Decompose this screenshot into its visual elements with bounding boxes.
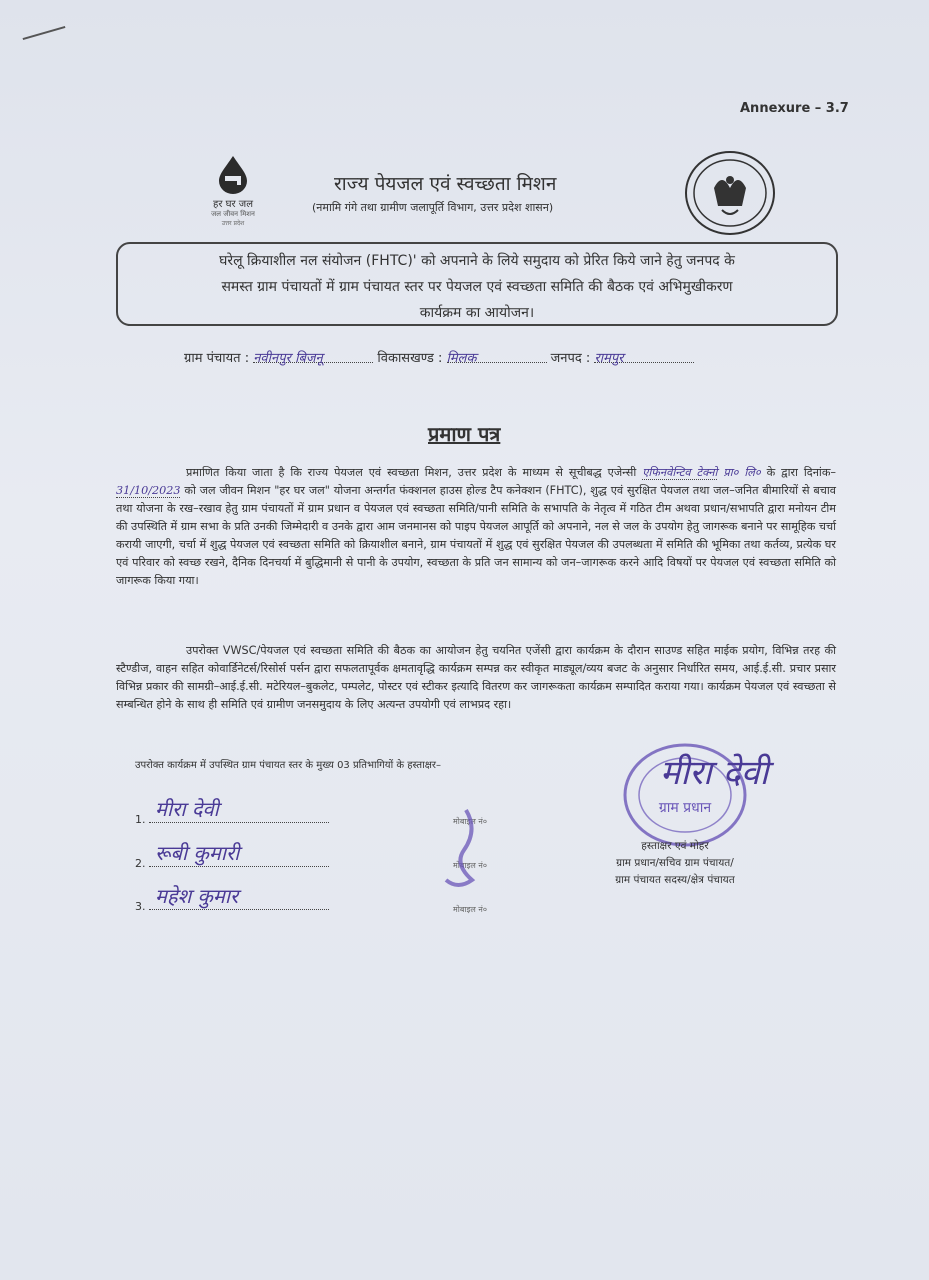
participant-number: 2. [135, 857, 146, 870]
signatory-line: हस्ताक्षर एवं मोहर [641, 840, 709, 852]
vikaskhand-label: विकासखण्ड : [377, 351, 443, 366]
annexure-label: Annexure – 3.7 [740, 101, 849, 116]
pra-li-handwritten: प्रा० लि० [723, 466, 761, 479]
para1-part2: के द्वारा दिनांक– [766, 466, 837, 479]
agency-name-handwritten: एफिनवेन्टिव टेक्नो [642, 466, 718, 479]
location-fields [184, 348, 694, 366]
stamp-line: मोबाइल नं० [453, 817, 487, 826]
participant-signature-text: महेश कुमार [155, 884, 239, 908]
participant-number: 1. [135, 813, 146, 826]
subject-line-1: घरेलू क्रियाशील नल संयोजन (FHTC)' को अपनाने के लिये समुदाय को प्रेरित किये जाने हेतु जनपद के [219, 253, 735, 269]
round-stamp-text: ग्राम प्रधान [658, 800, 712, 816]
certificate-heading: प्रमाण पत्र [428, 422, 501, 446]
participant-signature-3 [135, 884, 335, 913]
org-subtitle: (नमामि गंगे तथा ग्रामीण जलापूर्ति विभाग, उत्तर प्रदेश शासन) [312, 201, 554, 214]
stamp-line: मोबाइल नं० [453, 861, 487, 870]
signatory-line: ग्राम पंचायत सदस्य/क्षेत्र पंचायत [615, 874, 735, 886]
logo-line-2: जल जीवन मिशन [211, 210, 255, 218]
certificate-paragraph-1 [116, 464, 836, 590]
har-ghar-jal-logo [200, 154, 266, 227]
participant-signature-text: मीरा देवी [155, 797, 219, 821]
participants-note: उपरोक्त कार्यक्रम में उपस्थित ग्राम पंचायत स्तर के मुख्य 03 प्रतिभागियों के हस्ताक्षर– [135, 760, 441, 771]
water-drop-icon [213, 154, 253, 194]
participant-number: 3. [135, 900, 146, 913]
org-title: राज्य पेयजल एवं स्वच्छता मिशन [334, 173, 557, 195]
date-handwritten: 31/10/2023 [116, 484, 181, 497]
para1-part1: प्रमाणित किया जाता है कि राज्य पेयजल एवं स्वच्छता मिशन, उत्तर प्रदेश के माध्यम से सूचीबद्ध एजेन्सी [186, 466, 637, 479]
logo-line-3: उत्तर प्रदेश [221, 220, 245, 227]
stamp-line: मोबाइल नं० [453, 905, 487, 914]
gram-panchayat-label: ग्राम पंचायत : [184, 351, 250, 366]
participant-signature-2 [135, 841, 335, 870]
logo-line-1: हर घर जल [213, 199, 253, 210]
signatory-designation [560, 838, 790, 889]
certificate-paragraph-2: उपरोक्त VWSC/पेयजल एवं स्वच्छता समिति की बैठक का आयोजन हेतु चयनित एजेंसी द्वारा कार्यक्रम के दौरान साउण्ड सहित माईक प्रयोग, विभिन्न तरह की स्टैण्डीज, वाहन सहित कोवार्डिनेटर्स/रिसोर्स पर्सन द्वारा सफलतापूर्वक क्षमतावृद्धि कार्यक्रम सम्पन्न कर स्वीकृत माड्यूल/व्यय बजट के अनुसार निर्धारित समय, आई.ई.सी. प्रचार प्रसार विभिन्न प्रकार की सामग्री–आई.ई.सी. मटेरियल–बुकलेट, पम्पलेट, पोस्टर एवं स्टीकर इत्यादि वितरण कर जागरूकता कार्यक्रम सम्पादित कराया गया। कार्यक्रम पेयजल एवं स्वच्छता से सम्बन्धित होने के साथ ही समिति एवं ग्रामीण जनसमुदाय के लिए अत्यन्त उपयोगी एवं लाभप्रद रहा। [116, 644, 836, 711]
purple-scribble-icon [436, 806, 486, 896]
up-emblem-icon [684, 150, 776, 240]
pradhan-signature: मीरा देवी [660, 753, 769, 793]
participant-signature-1 [135, 797, 335, 826]
participant-signature-text: रूबी कुमारी [155, 841, 240, 865]
janpad-value: रामपुर [594, 348, 694, 363]
subject-line-3: कार्यक्रम का आयोजन। [419, 305, 535, 321]
subject-line-2: समस्त ग्राम पंचायतों में ग्राम पंचायत स्तर पर पेयजल एवं स्वच्छता समिति की बैठक एवं अभिमुखीकरण [221, 279, 733, 295]
signatory-line: ग्राम प्रधान/सचिव ग्राम पंचायत/ [616, 857, 734, 869]
subject-box [116, 242, 838, 326]
para1-part3: को जल जीवन मिशन "हर घर जल" योजना अन्तर्गत फंक्शनल हाउस होल्ड टैप कनेक्शन (FHTC), शुद्ध एवं सुरक्षित पेयजल तथा जल–जनित बीमारियों से बचाव तथा योजना के रख–रखाव हेतु ग्राम पंचायतों में ग्राम प्रधान व पेयजल एवं स्वच्छता समिति/पानी समिति के सभापति के नेतृत्व में गठित टीम अथवा प्रधान/सभापति द्वारा मनोयन टीम की उपस्थिति में ग्राम सभा के प्रति उनकी जिम्मेदारी व उनके द्वारा आम जनमानस को पाइप पेयजल आपूर्ति को अपनाने, नल से जल के उपयोग हेतु जागरूक बनाने पर सामूहिक चर्चा करायी जाएगी, चर्चा में शुद्ध पेयजल एवं स्वच्छता समिति को क्रियाशील बनाने, ग्राम पंचायतों में शुद्ध एवं सुरक्षित पेयजल की उपलब्धता में समिति की भूमिका तथा कर्तव्य, प्रत्येक घर एवं परिवार को स्वच्छ रखने, दैनिक दिनचर्या में बुद्धिमानी से पानी के उपयोग, स्वच्छता के प्रति जन सामान्य को जन–जागरूक करने आदि विषयों पर पेयजल एवं स्वच्छता समिति को जागरूक किया गया। [116, 484, 836, 587]
gram-panchayat-value: नवीनपुर बिजनू [253, 348, 373, 363]
vikaskhand-value: मिलक [447, 348, 547, 363]
pen-mark [23, 26, 66, 40]
janpad-label: जनपद : [550, 351, 591, 366]
